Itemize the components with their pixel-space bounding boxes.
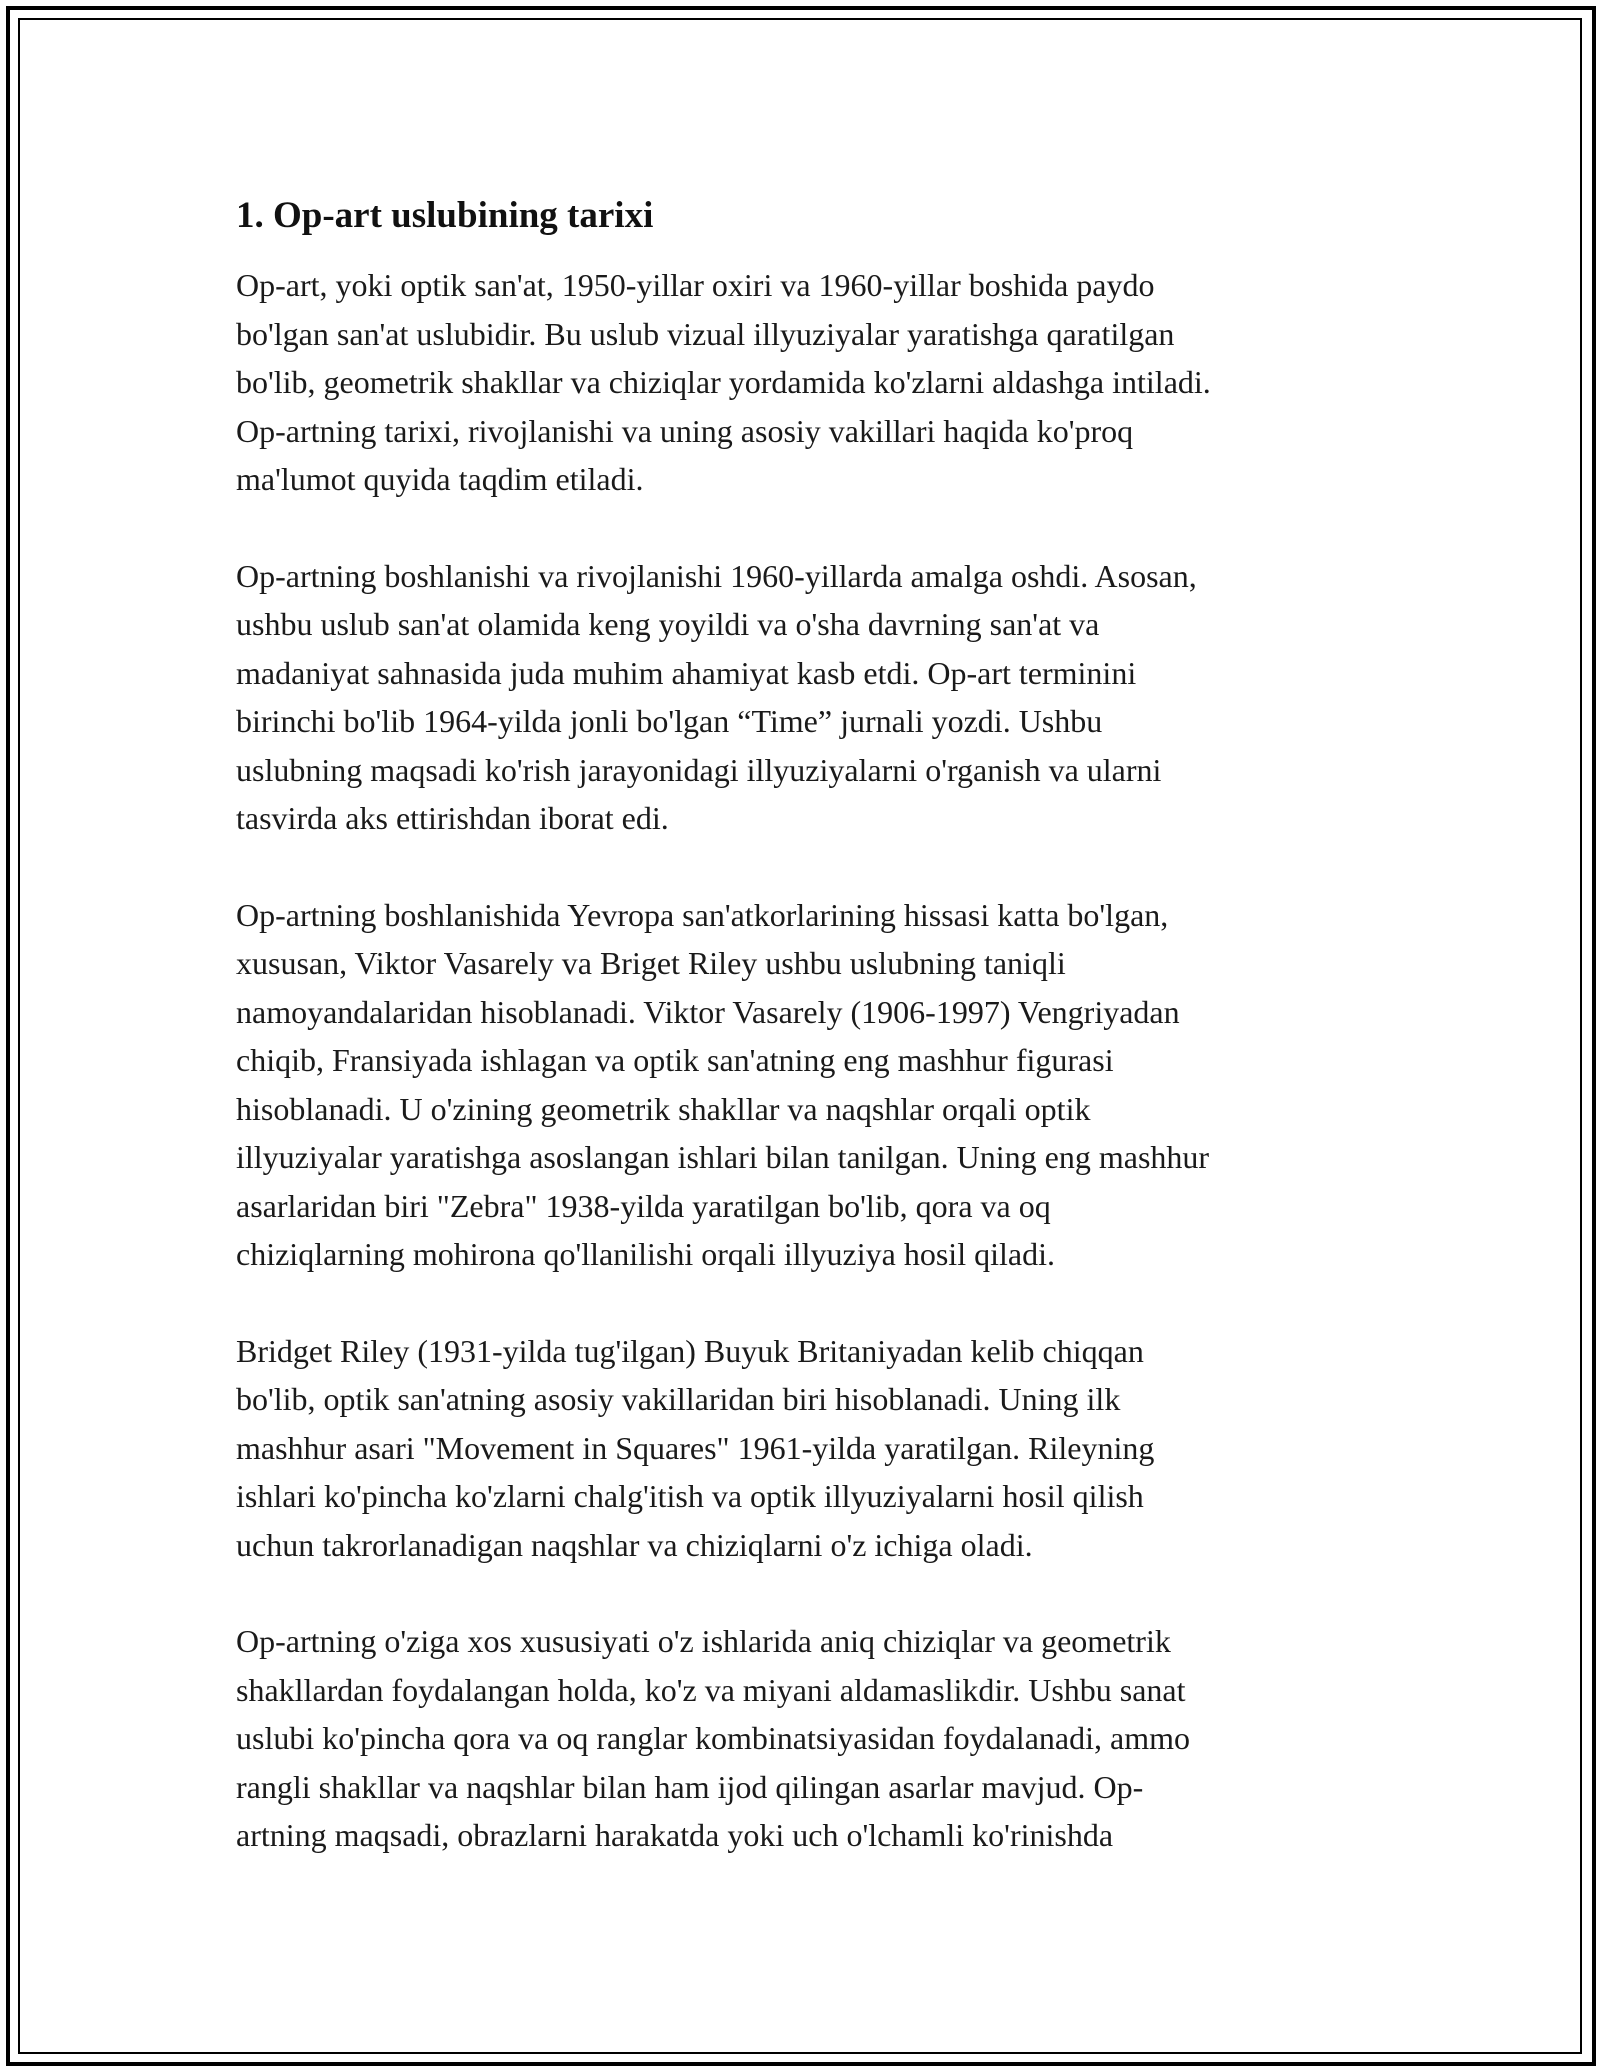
document-body	[236, 188, 1366, 1860]
section-heading: 1. Op-art uslubining tarixi	[236, 195, 654, 236]
paragraph-riley: Bridget Riley (1931-yilda tug'ilgan) Buyuk Britaniyadan kelib chiqqan bo'lib, optik san'atning asosiy vakillaridan biri hisoblanadi. Uning ilk mashhur asari "Movement in Squares" 1961-yilda yaratilgan. Rileyning ishlari ko'pincha ko'zlarni chalg'itish va optik illyuziyalarni hosil qilish uchun takrorlanadigan naqshlar va chiziqlarni o'z ichiga oladi.	[236, 1332, 1155, 1563]
paragraph-characteristics: Op-artning o'ziga xos xususiyati o'z ishlarida aniq chiziqlar va geometrik shakllardan foydalangan holda, ko'z va miyani aldamaslikdir. Ushbu sanat uslubi ko'pincha qora va oq ranglar kombinatsiyasidan foydalanadi, ammo rangli shakllar va naqshlar bilan ham ijod qilingan asarlar mavjud. Op- artning maqsadi, obrazlarni harakatda yoki uch o'lchamli ko'rinishda	[236, 1623, 1190, 1853]
paragraph-vasarely: Op-artning boshlanishida Yevropa san'atkorlarining hissasi katta bo'lgan, xususan, Viktor Vasarely va Briget Riley ushbu uslubning taniqli namoyandalaridan hisoblanadi. Viktor Vasarely (1906-1997) Vengriyadan chiqib, Fransiyada ishlagan va optik san'atning eng mashhur figurasi hisoblanadi. U o'zining geometrik shakllar va naqshlar orqali optik illyuziyalar yaratishga asoslangan ishlari bilan tanilgan. Uning eng mashhur asarlaridan biri "Zebra" 1938-yilda yaratilgan bo'lib, qora va oq chiziqlarning mohirona qo'llanilishi orqali illyuziya hosil qiladi.	[236, 896, 1210, 1272]
paragraph-intro: Op-art, yoki optik san'at, 1950-yillar oxiri va 1960-yillar boshida paydo bo'lgan san'at uslubidir. Bu uslub vizual illyuziyalar yaratishga qaratilgan bo'lib, geometrik shakllar va chiziqlar yordamida ko'zlarni aldashga intiladi. Op-artning tarixi, rivojlanishi va uning asosiy vakillari haqida ko'proq ma'lumot quyida taqdim etiladi.	[236, 267, 1211, 497]
paragraph-origins: Op-artning boshlanishi va rivojlanishi 1960-yillarda amalga oshdi. Asosan, ushbu uslub san'at olamida keng yoyildi va o'sha davrning san'at va madaniyat sahnasida juda muhim ahamiyat kasb etdi. Op-art terminini birinchi bo'lib 1964-yilda jonli bo'lgan “Time” jurnali yozdi. Ushbu uslubning maqsadi ko'rish jarayonidagi illyuziyalarni o'rganish va ularni tasvirda aks ettirishdan iborat edi.	[236, 557, 1197, 836]
